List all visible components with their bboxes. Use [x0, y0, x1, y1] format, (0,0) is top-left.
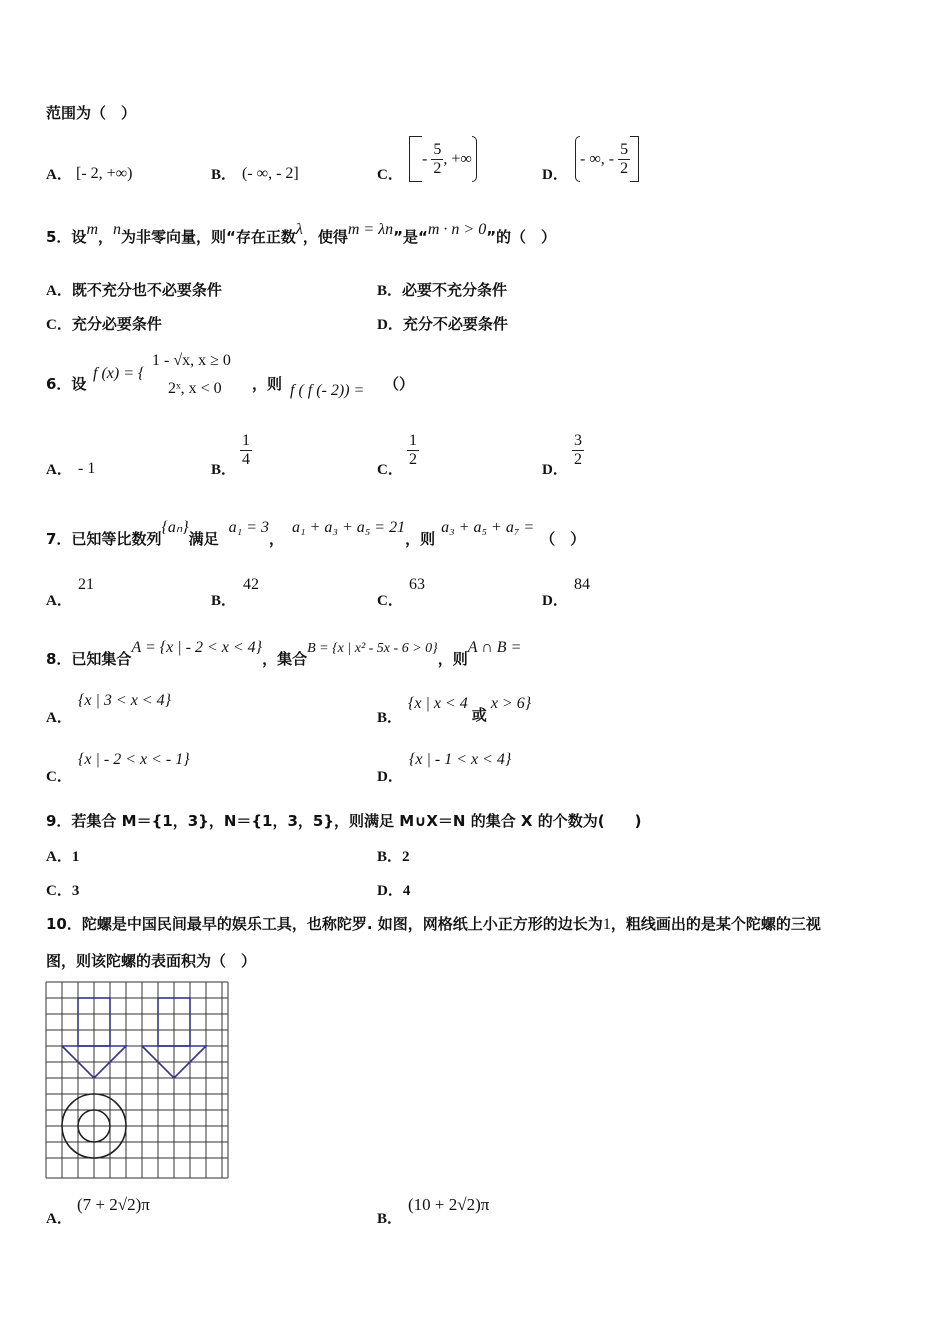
q6-option-a-value: - 1: [78, 460, 96, 477]
q9-option-b: [377, 845, 410, 866]
q10-option-label-a: A．: [46, 1211, 72, 1227]
q7-expression: a₃ + a₅ + a₇ =: [441, 519, 535, 536]
q8-b-or: 或: [471, 706, 487, 724]
q6-c-denominator: 2: [409, 451, 417, 468]
option-d-value: [575, 136, 639, 182]
q6-option-label-b: B．: [211, 462, 237, 478]
option-d-prefix: - ∞, -: [580, 150, 619, 168]
q5-option-c-text: 充分必要条件: [71, 315, 162, 333]
q5-var-n: n: [113, 221, 122, 238]
option-label-d: D．: [542, 167, 568, 183]
q5-option-c: [46, 313, 162, 334]
q6-b-numerator: 1: [242, 432, 250, 449]
q10-unit-length: 1: [602, 916, 611, 933]
q6-expression: f ( f (- 2)) =: [290, 382, 365, 399]
q9-option-c-label: C．: [46, 883, 72, 899]
q5-option-d: [377, 313, 508, 334]
q5-option-c-label: C．: [46, 317, 72, 333]
q9-option-b-value: 2: [402, 849, 410, 865]
q9-option-d: [377, 879, 410, 900]
q6-b-denominator: 4: [242, 451, 250, 468]
question-10-stem-line2: 图，则该陀螺的表面积为（ ）: [46, 952, 257, 970]
q5-prefix: 5．设: [46, 228, 87, 246]
q6-d-denominator: 2: [574, 451, 582, 468]
q7-option-a-value: 21: [78, 576, 94, 593]
q7-text1: 满足: [188, 530, 219, 548]
q5-option-a: [46, 279, 222, 300]
q8-option-label-a: A．: [46, 710, 72, 726]
option-c-minus: -: [422, 150, 432, 168]
question-7-stem: [46, 516, 586, 548]
q7-prefix: 7．已知等比数列: [46, 530, 162, 548]
q5-sep: ，: [98, 228, 114, 246]
q5-option-d-text: 充分不必要条件: [402, 315, 508, 333]
q7-condition-1: a₁ = 3: [228, 519, 269, 536]
q8-option-c-value: {x | - 2 < x < - 1}: [78, 751, 190, 768]
option-a-value: [- 2, +∞): [76, 165, 133, 182]
q6-option-label-c: C．: [377, 462, 403, 478]
q10-option-b-value: (10 + 2√2)π: [408, 1195, 490, 1214]
option-c-denominator: 2: [433, 159, 442, 177]
q8-option-label-d: D．: [377, 769, 403, 785]
q10-option-label-b: B．: [377, 1211, 403, 1227]
q5-option-b-label: B．: [377, 283, 403, 299]
q5-option-a-text: 既不充分也不必要条件: [71, 281, 222, 299]
q5-lambda: λ: [295, 221, 303, 238]
q10-line1-part1: 10．陀螺是中国民间最早的娱乐工具，也称陀罗. 如图，网格纸上小正方形的边长为: [46, 915, 603, 933]
q5-option-b-text: 必要不充分条件: [402, 281, 508, 299]
q6-function-def: f (x) = {: [93, 365, 145, 382]
q8-text1: ，集合: [262, 650, 308, 668]
option-label-b: B．: [211, 167, 237, 183]
q5-dot-product: m · n > 0: [427, 221, 487, 238]
q7-option-label-c: C．: [377, 593, 403, 609]
q9-option-d-label: D．: [377, 883, 403, 899]
option-c-value: [409, 136, 477, 182]
q8-option-label-c: C．: [46, 769, 72, 785]
q7-option-label-b: B．: [211, 593, 237, 609]
q9-option-c: [46, 879, 79, 900]
q6-option-label-a: A．: [46, 462, 72, 478]
q6-case-2: 2ˣ, x < 0: [168, 380, 222, 397]
q6-option-b-value: [240, 432, 252, 469]
q8-b-part2: x > 6}: [490, 695, 532, 712]
q6-option-d-value: [572, 432, 584, 469]
option-c-numerator: 5: [433, 140, 442, 158]
q8-b-part1: {x | x < 4: [408, 695, 468, 712]
q8-prefix: 8．已知集合: [46, 650, 132, 668]
q9-option-d-value: 4: [402, 883, 411, 899]
q5-text2: ，使得: [302, 228, 348, 246]
q5-var-m: m: [86, 221, 98, 238]
q5-equation: m = λn: [347, 221, 394, 238]
q7-option-b-value: 42: [243, 576, 259, 593]
question-10-stem-line1: [46, 913, 821, 934]
q6-paren: （）: [384, 375, 415, 393]
q8-text2: ，则: [437, 650, 468, 668]
q6-c-numerator: 1: [409, 432, 417, 449]
q8-expression: A ∩ B =: [467, 639, 522, 656]
grid-lines: [46, 982, 228, 1178]
option-c-tail: , +∞: [443, 150, 472, 168]
q7-comma: ，: [269, 530, 285, 548]
option-b-value: (- ∞, - 2]: [242, 165, 299, 182]
q8-set-b: B = {x | x² - 5x - 6 > 0}: [307, 641, 438, 656]
q9-option-b-label: B．: [377, 849, 403, 865]
q8-option-d-value: {x | - 1 < x < 4}: [409, 751, 512, 768]
q8-set-a: A = {x | - 2 < x < 4}: [131, 639, 263, 656]
q5-text3: ”是“: [393, 228, 428, 246]
q5-option-d-label: D．: [377, 317, 403, 333]
q8-option-b-value: [408, 692, 532, 724]
three-view-figure: [45, 981, 230, 1181]
option-label-a: A．: [46, 167, 72, 183]
q5-option-a-label: A．: [46, 283, 72, 299]
q6-option-label-d: D．: [542, 462, 568, 478]
question-8-stem: [46, 636, 522, 668]
q9-option-a-value: 1: [71, 849, 80, 865]
q10-option-a-value: (7 + 2√2)π: [77, 1195, 150, 1214]
q6-d-numerator: 3: [574, 432, 582, 449]
question-5-stem: [46, 221, 557, 247]
question-stem-continuation: 范围为（ ）: [46, 104, 137, 122]
q9-option-c-value: 3: [71, 883, 80, 899]
q7-text2: ，则: [405, 530, 436, 548]
q6-text: ，则: [252, 375, 283, 393]
q7-sequence: {aₙ}: [161, 519, 189, 536]
option-label-c: C．: [377, 167, 403, 183]
q7-option-c-value: 63: [409, 576, 425, 593]
q5-text4: ”的（ ）: [486, 228, 557, 246]
q10-line1-part2: ，粗线画出的是某个陀螺的三视: [610, 915, 821, 933]
q5-text1: 为非零向量，则“存在正数: [121, 228, 296, 246]
option-d-numerator: 5: [620, 140, 629, 158]
q7-paren: （ ）: [540, 530, 586, 548]
q9-option-a-label: A．: [46, 849, 72, 865]
question-9-stem: 9．若集合 M＝{1，3}，N＝{1，3，5}，则满足 M∪X＝N 的集合 X 的个数为( ): [46, 812, 642, 830]
q7-option-d-value: 84: [574, 576, 590, 593]
q6-case-1: 1 - √x, x ≥ 0: [152, 352, 231, 369]
q7-option-label-a: A．: [46, 593, 72, 609]
q6-option-c-value: [407, 432, 419, 469]
q8-option-label-b: B．: [377, 710, 403, 726]
q7-condition-2: a₁ + a₃ + a₅ = 21: [292, 519, 406, 536]
q8-option-a-value: {x | 3 < x < 4}: [78, 692, 171, 709]
q9-option-a: [46, 845, 79, 866]
q5-option-b: [377, 279, 507, 300]
q7-option-label-d: D．: [542, 593, 568, 609]
option-d-denominator: 2: [620, 159, 629, 177]
q6-prefix: 6．设: [46, 375, 87, 393]
